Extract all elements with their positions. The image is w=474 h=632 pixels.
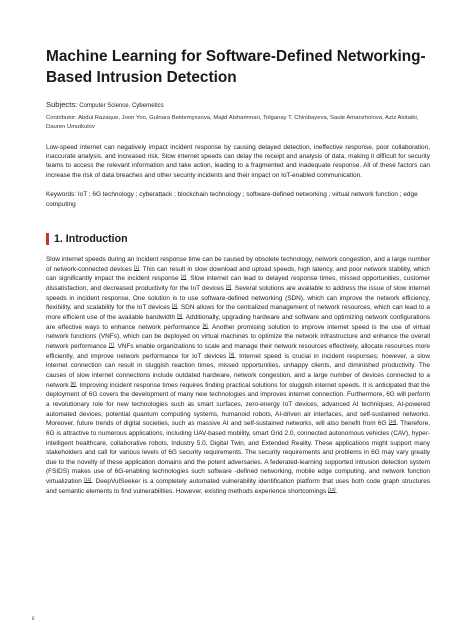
citation-link[interactable]: [4] [172,303,178,309]
intro-text: . Another promising solution to improve internet speed is the use of virtual network functions (VNFs), which can be deployed on virtual machines to optimize the network infrastructure and enhance the overall network performance [46,323,430,350]
subjects-value: Computer Science, Cybernetics [79,103,164,109]
citation-link[interactable]: [1] [133,264,139,270]
section-accent-bar [46,233,49,245]
intro-text: . SDN allows for the centralized management of network resources, which can lead to a more efficient use of the available bandwidth [46,304,430,321]
paper-title: Machine Learning for Software-Defined Networking-Based Intrusion Detection [46,48,426,86]
citation-link[interactable]: [5] [177,312,183,318]
intro-text: . DeepVulSeeker is a completely automated vulnerability identification platform that uses both code graph structures and semantic elements to find vulnerabilities. However, existing methods experience shortcomings [46,478,430,495]
page-corner-mark: ε [32,616,35,622]
intro-text: . This can result in slow download and upload speeds, high latency, and poor network stability, which can significantly impact the incident response [46,265,430,283]
citation-link[interactable]: [3] [225,284,231,289]
citation-link[interactable]: [7] [108,341,114,347]
citation-link[interactable]: [10] [388,419,397,425]
citation-link[interactable]: [9] [70,380,76,386]
subjects-label: Subjects: [46,100,78,109]
intro-text: Slow internet speeds during an incident response time can be caused by obsolete technology, network congestion, and a large number of network-connected devices [46,256,430,273]
citation-link[interactable]: [12] [327,486,336,492]
intro-text: . [335,487,338,495]
intro-text: . Improving incident response times requires finding practical solutions for sluggish internet speeds. It is anticipated that the deployment of 6G covers the development of many new technologies and improves internet connection. Furthermore, 6G will perform a revolutionary role for new technologies such as smart surfaces, zero-energy IoT devices, advanced AI techniques, AI-powered automated devices, potential quantum computing systems, humanoid robots, AI-driven air interfaces, and self-sustained networks. Moreover, future trends of digital societies, such as massive AI and self-sustained networks, will also benefit from 6G [46,381,430,428]
paper-page [46,46,430,503]
contributors: Contributor: Abdul Razaque, Joon Yoo, Gulnara Bektemyssova, Majid Alshammari, Tolganay T. Chinibayeva, Saule Amanzholova, Aziz Alotaibi, Dauren Umutkulov [46,115,419,131]
intro-text: . Internet speed is crucial in incident responses; however, a slow internet connection can result in sluggish reaction times, missed opportunities, unhappy clients, and diminished productivity. The causes of slow internet connections include outdated hardware, network congestion, and a large number of devices connected to a network [46,352,430,389]
intro-text: . Slow internet can lead to delayed response times, missed opportunities, customer dissatisfaction, and decreased productivity for the IoT devices [46,275,430,292]
intro-text: . Several solutions are available to address the issue of slow internet speeds in incident response. One solution is to use software-defined networking (SDN), which can improve the network efficiency, flexibility, and scalability for the IoT devices [46,285,430,312]
citation-link[interactable]: [2] [181,274,187,280]
intro-text: . Therefore, 6G is attractive to numerous applications, including UAV-based mobility, smart Grid 2.0, connected autonomous vehicles (CAV), hyper-intelligent healthcare, collaborative robots, Industry 5.0, Digital Twin, and Extended Reality. These applications might support many stakeholders and call for various levels of 6G security requirements. The security requirements and problems in 6G may vary greatly due to the novelty of these application domains and the potent adversaries. A federated-learning supported intrusion detection system (FSIDS) makes use of 6G-enabling technologies such software -defined networking, mobile edge computing, and network function virtualization [46,420,430,486]
subjects-line [46,100,430,111]
citation-link[interactable]: [8] [229,351,235,357]
section-title: 1. Introduction [54,233,128,246]
abstract: Low-speed internet can negatively impact incident response by causing delayed detection, ineffective response, poor collaboration, inaccurate analysis, and increased risk. Slow internet speeds can delay the receipt and analysis of data, making it difficult for security teams to access the relevant information and take action, leading to a fragmented and inadequate response. All of these factors can increase the risk of data breaches and other security incidents and their impact on IoT-enabled communication. [46,143,430,179]
citation-link[interactable]: [11] [84,477,92,483]
intro-text: . Additionally, upgrading hardware and software and optimizing network configurations are effective ways to enhance network performance [46,313,430,331]
section-heading [46,233,430,245]
intro-text: . VNFs enable organizations to scale and manage their network resources effectively, allocate resources more efficiently, and improve network performance for IoT devices [46,342,430,360]
citation-link[interactable]: [6] [202,322,208,328]
keywords: Keywords: IoT ; 6G technology ; cyberattack ; blockchain technology ; software-defined networking ; virtual network function ; edge computing [46,191,418,208]
introduction-paragraph [46,255,430,496]
